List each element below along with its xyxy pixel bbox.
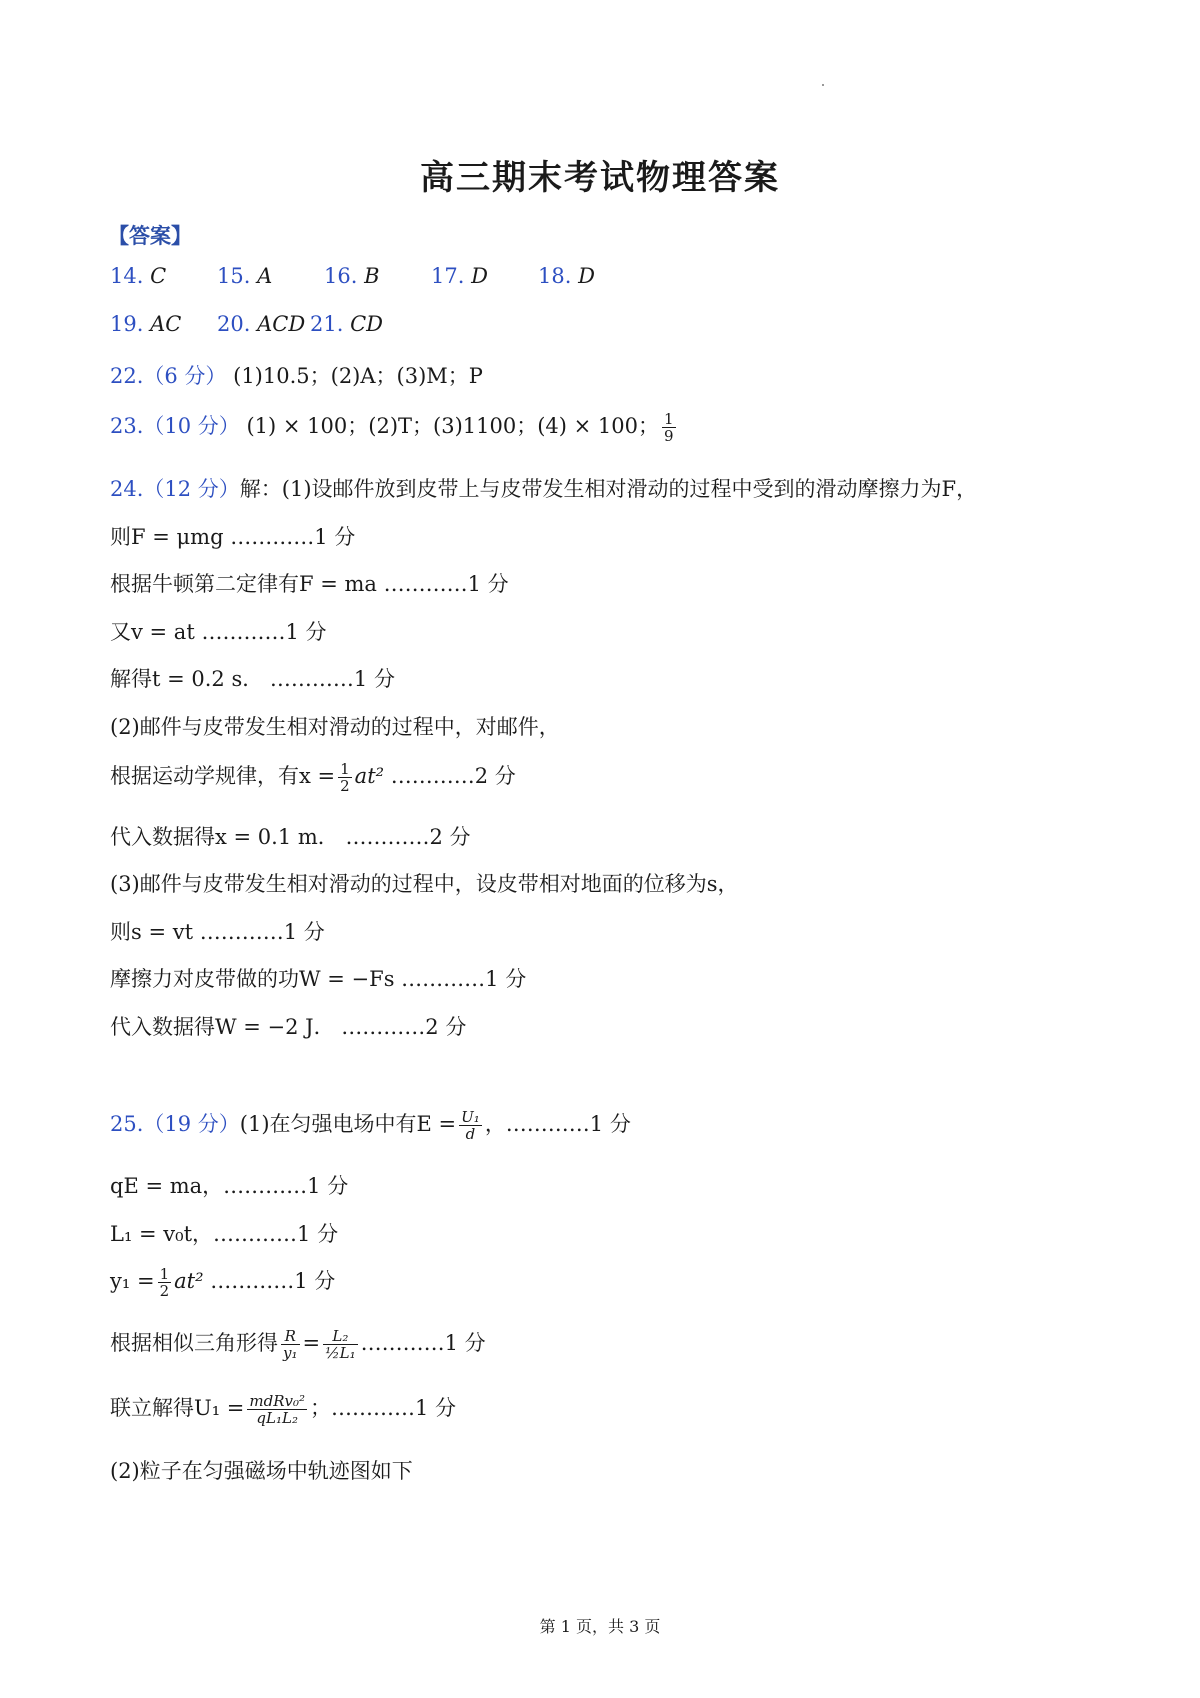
q23-line: 23.（10 分） (1) × 100；(2)T；(3)1100；(4) × 100； $\frac{1}{9}$ <box>110 410 674 445</box>
q24-step: 又v = at …………1 分 <box>110 620 327 644</box>
mc-answer: 15. A <box>217 264 273 288</box>
q24-step: 摩擦力对皮带做的功W = −Fs …………1 分 <box>110 967 527 991</box>
fraction: $\frac{R}{\text{y₁}}$ <box>283 1327 298 1362</box>
q24-step: 则s = vt …………1 分 <box>110 920 325 944</box>
page-footer: 第 1 页，共 3 页 <box>539 1617 661 1636</box>
fraction: $\frac{\text{mdRv₀²}}{\text{qL₁L₂}}$ <box>249 1392 306 1427</box>
q24-step: (2)邮件与皮带发生相对滑动的过程中，对邮件， <box>110 715 560 739</box>
q24-step: 根据运动学规律，有x = $\frac{1}{2}$ at² …………2 分 <box>110 760 516 795</box>
mc-answer: 18. D <box>538 264 595 288</box>
mc-answer: 16. B <box>324 264 380 288</box>
q25-step: 联立解得U₁ = $\frac{\text{mdRv₀²}}{\text{qL₁L₂}}$ ；…………1 分 <box>110 1392 457 1427</box>
mc-answer: 19. AC <box>110 312 182 336</box>
q22-line: 22.（6 分） (1)10.5；(2)A；(3)M；P <box>110 364 483 388</box>
mc-answer: 20. ACD <box>217 312 306 336</box>
mc-answer: 21. CD <box>310 312 383 336</box>
q24-step: 则F = μmg …………1 分 <box>110 525 356 549</box>
fraction: $\frac{\text{U₁}}{d}$ <box>461 1108 480 1143</box>
q25-intro: 25.（19 分）(1)在匀强电场中有E = $\frac{\text{U₁}}{d}$ ，…………1 分 <box>110 1108 631 1143</box>
q25-step: qE = ma，…………1 分 <box>110 1174 349 1198</box>
q24-step: (3)邮件与皮带发生相对滑动的过程中，设皮带相对地面的位移为s， <box>110 872 739 896</box>
mc-answer: 14. C <box>110 264 167 288</box>
fraction: $\frac{1}{2}$ <box>159 1265 170 1300</box>
q25-step: y₁ = $\frac{1}{2}$ at² …………1 分 <box>110 1265 336 1300</box>
q24-step: 解得t = 0.2 s． …………1 分 <box>110 667 395 691</box>
q25-step: 根据相似三角形得 $\frac{R}{\text{y₁}}$ = $\frac{\text{L₂}}{\text{½L₁}}$ …………1 分 <box>110 1327 486 1362</box>
mc-answer: 17. D <box>431 264 488 288</box>
page-title: 高三期末考试物理答案 <box>420 158 780 198</box>
fraction: $\frac{1}{9}$ <box>663 410 674 445</box>
q25-step: (2)粒子在匀强磁场中轨迹图如下 <box>110 1459 413 1483</box>
q24-step: 根据牛顿第二定律有F = ma …………1 分 <box>110 572 509 596</box>
q25-step: L₁ = v₀t，…………1 分 <box>110 1222 339 1246</box>
q24-step: 代入数据得W = −2 J． …………2 分 <box>110 1015 467 1039</box>
scan-dot <box>822 84 824 86</box>
fraction: $\frac{1}{2}$ <box>340 760 350 795</box>
section-label: 【答案】 <box>108 223 192 248</box>
q24-intro: 24.（12 分）解：(1)设邮件放到皮带上与皮带发生相对滑动的过程中受到的滑动摩擦力为F， <box>110 477 978 501</box>
q24-step: 代入数据得x = 0.1 m． …………2 分 <box>110 825 471 849</box>
fraction: $\frac{\text{L₂}}{\text{½L₁}}$ <box>325 1327 356 1362</box>
